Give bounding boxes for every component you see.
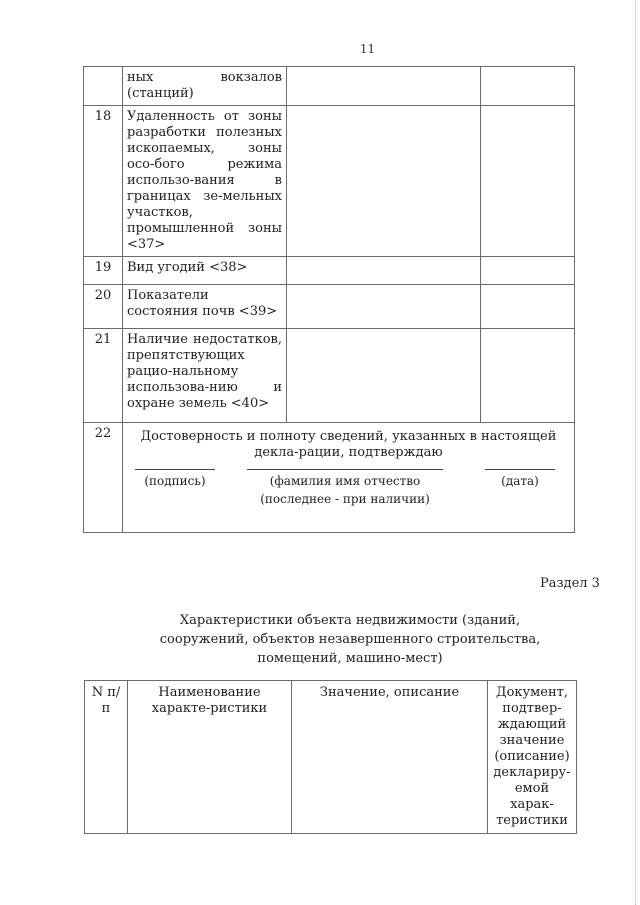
signature-line xyxy=(135,469,215,470)
row-name: Наличие недостатков, препятствующих рацио-нальному использова-нию и охране земель <40> xyxy=(123,329,287,423)
row-name: Вид угодий <38> xyxy=(123,257,287,285)
full-name-line xyxy=(247,469,443,470)
table-row xyxy=(84,106,575,257)
certification-text: Достоверность и полноту сведений, указанных в настоящей декла-рации, подтверждаю xyxy=(140,429,557,460)
row-number: 21 xyxy=(84,329,123,423)
table-row xyxy=(84,67,575,106)
full-name-caption: (фамилия имя отчество xyxy=(269,474,421,488)
column-header-document: Документ, подтвер-ждающий значение (описание) деклариру-емой харак-теристики xyxy=(488,681,577,834)
section-label: Раздел 3 xyxy=(540,576,600,591)
value-cell xyxy=(287,257,481,285)
section-title-line: помещений, машино-мест) xyxy=(257,651,443,666)
column-header-number: N п/п xyxy=(85,681,128,834)
document-cell xyxy=(481,67,575,106)
section-title-line: Характеристики объекта недвижимости (зданий, xyxy=(179,613,521,628)
document-cell xyxy=(481,329,575,423)
signature-block xyxy=(123,461,574,531)
value-cell xyxy=(287,106,481,257)
table-header-row xyxy=(85,681,577,834)
signature-caption: (подпись) xyxy=(144,474,206,488)
document-cell xyxy=(481,106,575,257)
section-title xyxy=(130,611,570,668)
row-number: 22 xyxy=(84,423,123,533)
value-cell xyxy=(287,329,481,423)
value-cell xyxy=(287,67,481,106)
full-name-caption-note: (последнее - при наличии) xyxy=(260,492,430,506)
page-edge xyxy=(635,0,636,905)
document-cell xyxy=(481,285,575,329)
document-cell xyxy=(481,257,575,285)
row-name: ных вокзалов (станций) xyxy=(123,67,287,106)
row-number: 19 xyxy=(84,257,123,285)
row-number: 20 xyxy=(84,285,123,329)
declaration-table xyxy=(83,66,575,533)
date-caption: (дата) xyxy=(501,474,539,488)
row-name: Удаленность от зоны разработки полезных ископаемых, зоны осо-бого режима использо-вания в границах зе-мельных участков, промышленной зоны <37> xyxy=(123,106,287,257)
certification-cell xyxy=(123,423,575,533)
table-row xyxy=(84,285,575,329)
characteristics-table xyxy=(84,680,577,834)
section-title-line: сооружений, объектов незавершенного строительства, xyxy=(159,632,541,647)
date-line xyxy=(485,469,555,470)
row-name: Показатели состояния почв <39> xyxy=(123,285,287,329)
table-row xyxy=(84,423,575,533)
row-number: 18 xyxy=(84,106,123,257)
table-row xyxy=(84,329,575,423)
row-number xyxy=(84,67,123,106)
table-row xyxy=(84,257,575,285)
page-number: 11 xyxy=(359,42,376,56)
column-header-name: Наименование характе-ристики xyxy=(128,681,292,834)
value-cell xyxy=(287,285,481,329)
column-header-value: Значение, описание xyxy=(292,681,488,834)
